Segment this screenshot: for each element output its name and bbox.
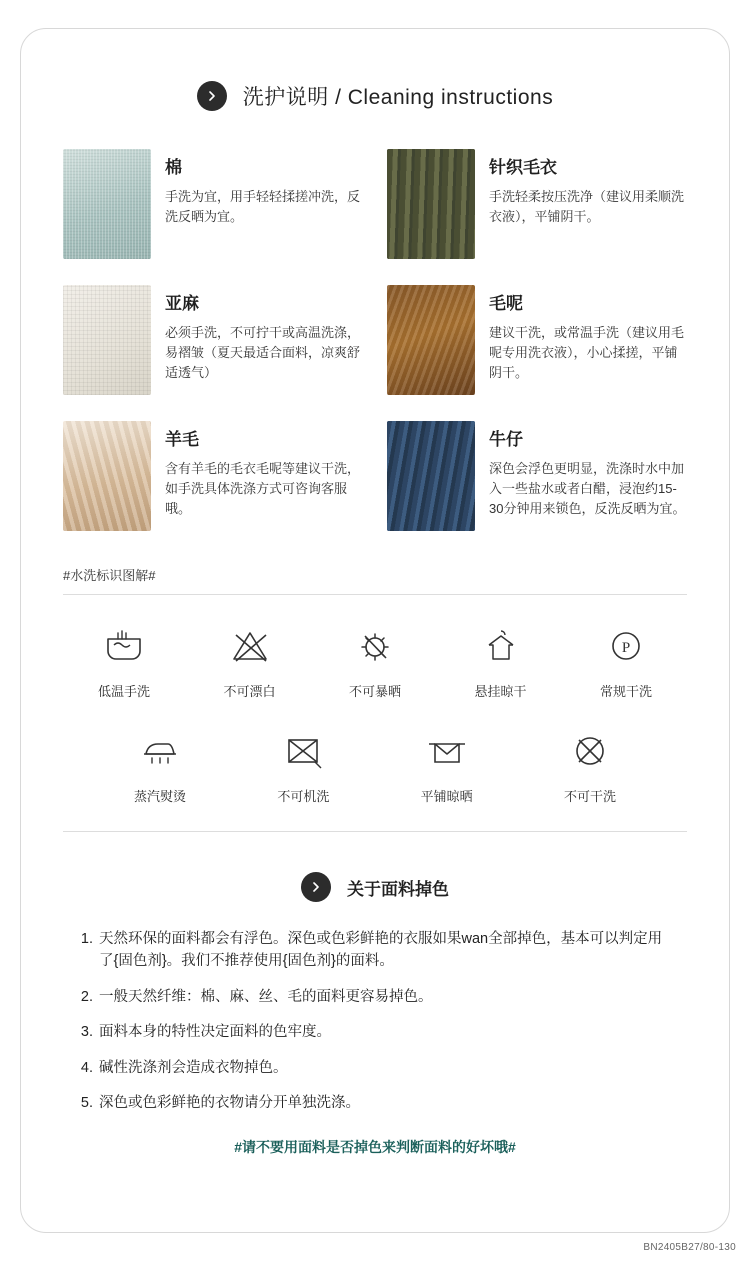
- note-text: 碱性洗涤剂会造成衣物掉色。: [99, 1059, 288, 1076]
- symbol-label: 常规干洗: [599, 684, 652, 699]
- footer-note: #请不要用面料是否掉色来判断面料的好坏哦#: [234, 1138, 516, 1155]
- symbol-no-sun: [320, 621, 430, 700]
- symbols-row-1: [69, 621, 681, 700]
- fabric-grid: [63, 149, 687, 531]
- section-title: 关于面料掉色: [347, 879, 449, 899]
- list-item: [75, 928, 675, 973]
- no-machine-wash-icon: [248, 726, 358, 776]
- chevron-right-icon: [197, 81, 227, 111]
- symbol-label: 不可机洗: [277, 789, 330, 804]
- fabric-item-wool-felt: [387, 285, 687, 395]
- fabric-name: 毛呢: [489, 294, 523, 313]
- fabric-name: 亚麻: [165, 294, 199, 313]
- symbol-steam-iron: [105, 726, 215, 805]
- symbol-no-dry-clean: [535, 726, 645, 805]
- fabric-name: 针织毛衣: [489, 158, 557, 177]
- no-sun-icon: [320, 621, 430, 671]
- note-number: 4.: [80, 1059, 93, 1076]
- symbol-hand-wash: [69, 621, 179, 700]
- linen-swatch: [63, 285, 151, 395]
- symbol-hang-dry: [446, 621, 556, 700]
- symbol-label: 不可暴晒: [348, 684, 401, 699]
- no-dry-clean-icon: [535, 726, 645, 776]
- chevron-right-icon: [301, 872, 331, 902]
- instruction-card: [20, 28, 730, 1233]
- note-number: 1.: [80, 931, 93, 947]
- list-item: [75, 986, 675, 1008]
- symbols-section: [69, 621, 681, 805]
- divider-2: [63, 831, 687, 832]
- symbols-heading: #水洗标识图解#: [63, 568, 156, 583]
- list-item: [75, 1057, 675, 1079]
- fabric-item-knit: [387, 149, 687, 259]
- notes-list: [75, 928, 675, 1159]
- fabric-desc: 必须手洗，不可拧干或高温洗涤，易褶皱（夏天最适合面料，凉爽舒适透气）: [165, 325, 361, 381]
- page-title: 洗护说明 / Cleaning instructions: [242, 86, 554, 109]
- symbol-label: 平铺晾晒: [420, 789, 473, 804]
- steam-iron-icon: [105, 726, 215, 776]
- fabric-desc: 含有羊毛的毛衣毛呢等建议干洗，如手洗具体洗涤方式可咨询客服哦。: [165, 461, 361, 517]
- hang-dry-icon: [446, 621, 556, 671]
- flat-dry-icon: [392, 726, 502, 776]
- list-item: [75, 1092, 675, 1114]
- fabric-name: 牛仔: [489, 430, 523, 449]
- symbol-no-bleach: [195, 621, 305, 700]
- fabric-item-wool: [63, 421, 363, 531]
- note-text: 深色或色彩鲜艳的衣物请分开单独洗涤。: [99, 1095, 360, 1112]
- header: [21, 81, 729, 111]
- symbol-label: 蒸汽熨烫: [133, 789, 186, 804]
- note-text: 一般天然纤维：棉、麻、丝、毛的面料更容易掉色。: [99, 988, 433, 1005]
- wool-swatch: [63, 421, 151, 531]
- fabric-desc: 深色会浮色更明显，洗涤时水中加入一些盐水或者白醋，浸泡约15-30分钟用来锁色，反洗反晒为宜。: [489, 461, 686, 517]
- symbol-no-machine-wash: [248, 726, 358, 805]
- hand-wash-icon: [69, 621, 179, 671]
- note-number: 5.: [80, 1095, 93, 1112]
- wool-felt-swatch: [387, 285, 475, 395]
- note-number: 2.: [80, 988, 93, 1005]
- list-item: [75, 1021, 675, 1043]
- dry-clean-p-icon: [571, 621, 681, 671]
- note-text: 天然环保的面料都会有浮色。深色或色彩鲜艳的衣服如果wan全部掉色，基本可以判定用了{固色剂}。我们不推荐使用{固色剂}的面料。: [99, 931, 663, 970]
- no-bleach-icon: [195, 621, 305, 671]
- note-number: 3.: [80, 1024, 93, 1041]
- fabric-desc: 手洗为宜，用手轻轻揉搓冲洗，反洗反晒为宜。: [165, 189, 361, 225]
- cotton-swatch: [63, 149, 151, 259]
- note-text: 面料本身的特性决定面料的色牢度。: [99, 1024, 331, 1041]
- denim-swatch: [387, 421, 475, 531]
- knit-swatch: [387, 149, 475, 259]
- symbol-flat-dry: [392, 726, 502, 805]
- symbols-row-2: [69, 726, 681, 805]
- fabric-desc: 手洗轻柔按压洗净（建议用柔顺洗衣液），平铺阴干。: [489, 189, 685, 225]
- fabric-item-linen: [63, 285, 363, 395]
- symbol-dry-clean: [571, 621, 681, 700]
- fabric-name: 羊毛: [165, 430, 199, 449]
- fabric-item-denim: [387, 421, 687, 531]
- symbol-label: 不可漂白: [223, 684, 276, 699]
- product-code: BN2405B27/80-130: [643, 1242, 736, 1253]
- svg-text:P: P: [621, 640, 631, 656]
- bottom-header: [21, 872, 729, 902]
- symbol-label: 悬挂晾干: [474, 684, 527, 699]
- divider: [63, 594, 687, 595]
- symbol-label: 不可干洗: [563, 789, 616, 804]
- fabric-desc: 建议干洗，或常温手洗（建议用毛呢专用洗衣液），小心揉搓，平铺阴干。: [489, 325, 685, 381]
- fabric-name: 棉: [165, 158, 182, 177]
- fabric-item-cotton: [63, 149, 363, 259]
- symbol-label: 低温手洗: [97, 684, 150, 699]
